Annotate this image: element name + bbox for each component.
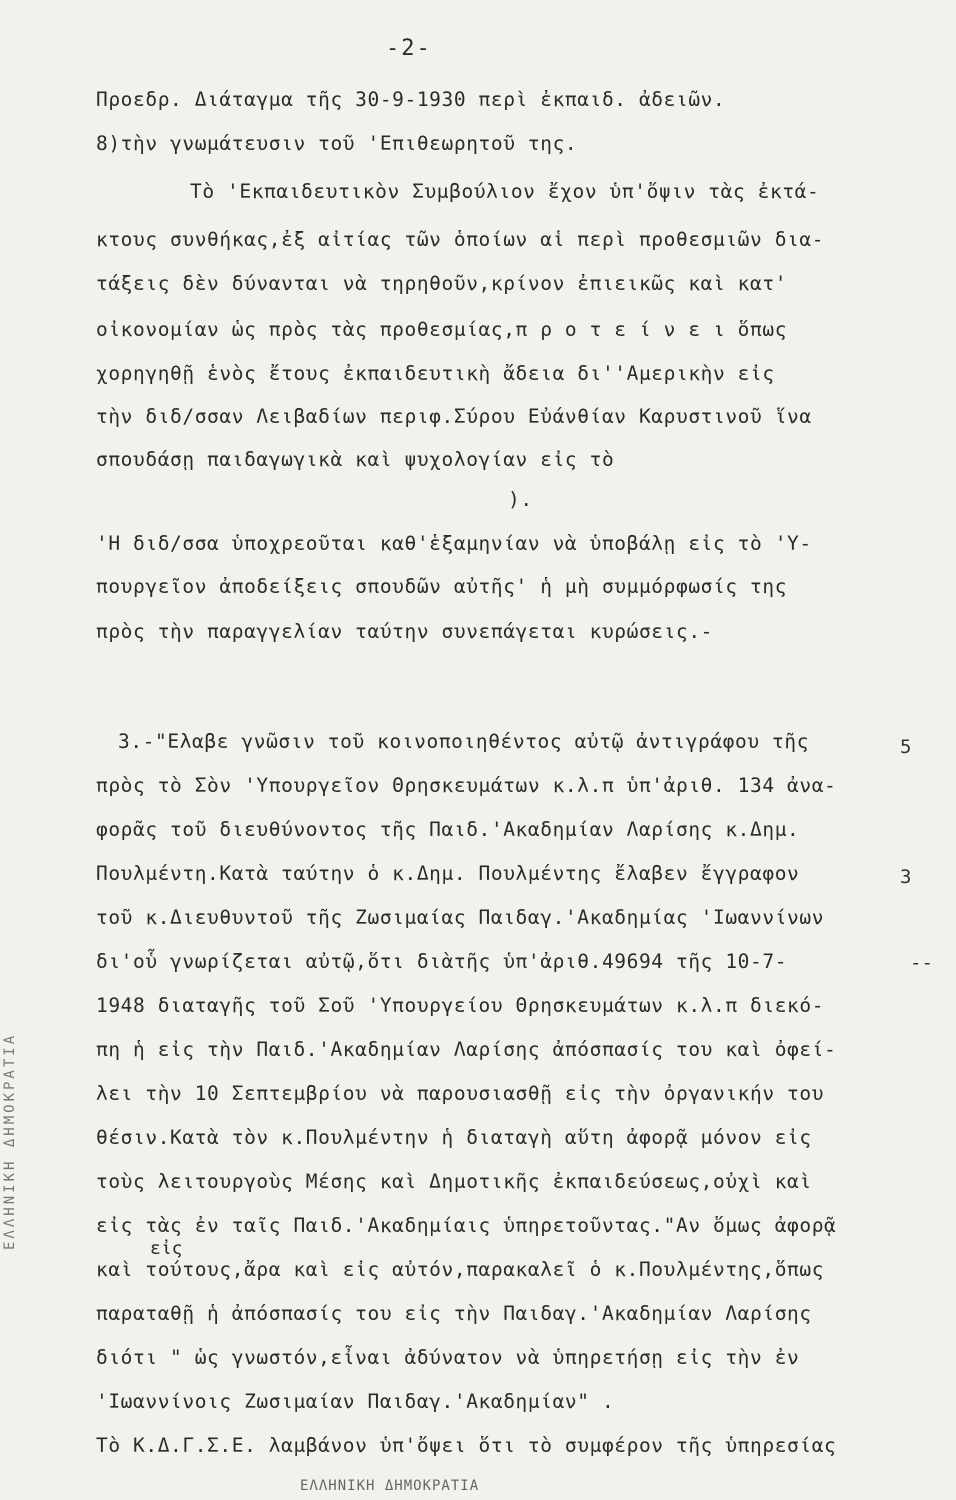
text-line-3: Τὸ 'Εκπαιδευτικὸν Συμβούλιον ἔχον ὑπ'ὄψιν τὰς ἐκτά- [190,180,820,203]
text-line-27: παραταθῇ ἡ ἀπόσπασίς του εἰς τὴν Παιδαγ.'Ακαδημίαν Λαρίσης [96,1302,812,1325]
handwritten-correction: εἰς [150,1238,183,1259]
footer-stamp: ΕΛΛΗΝΙΚΗ ΔΗΜΟΚΡΑΤΙΑ [300,1478,480,1494]
text-line-5: τάξεις δὲν δύνανται νὰ τηρηθοῦν,κρίνον ἐπιεικῶς καὶ κατ' [96,272,788,295]
text-line-13: πρὸς τὴν παραγγελίαν ταύτην συνεπάγεται κυρώσεις.- [96,620,713,643]
margin-note-dash: -- [910,952,933,974]
text-line-12: πουργεῖον ἀποδείξεις σπουδῶν αὐτῆς' ἡ μὴ συμμόρφωσίς της [96,575,788,598]
text-line-2: 8)τὴν γνωμάτευσιν τοῦ 'Επιθεωρητοῦ της. [96,132,578,155]
text-line-21: πη ἡ εἰς τὴν Παιδ.'Ακαδημίαν Λαρίσης ἀπόσπασίς του καὶ ὀφεί- [96,1038,837,1061]
text-line-9: σπουδάσῃ παιδαγωγικὰ καὶ ψυχολογίαν εἰς τὸ [96,448,615,471]
text-line-30: Τὸ Κ.Δ.Γ.Σ.Ε. λαμβάνον ὑπ'ὄψει ὅτι τὸ συμφέρον τῆς ὑπηρεσίας [96,1434,837,1457]
text-line-18: τοῦ κ.Διευθυντοῦ τῆς Ζωσιμαίας Παιδαγ.'Ακαδημίας 'Ιωαννίνων [96,906,825,929]
text-line-10: ). [508,488,533,511]
margin-note-5: 5 [900,736,912,758]
text-line-26: καὶ τούτους,ἄρα καὶ εἰς αὐτόν,παρακαλεῖ ὁ κ.Πουλμέντης,ὅπως [96,1258,825,1281]
text-line-15: πρὸς τὸ Σὸν 'Υπουργεῖον Θρησκευμάτων κ.λ.π ὑπ'ἀριθ. 134 ἀνα- [96,774,837,797]
text-line-29: 'Ιωαννίνοις Ζωσιμαίαν Παιδαγ.'Ακαδημίαν" . [96,1390,615,1413]
text-line-14: 3.-"Ελαβε γνῶσιν τοῦ κοινοποιηθέντος αὐτῷ ἀντιγράφου τῆς [118,730,810,753]
text-line-8: τὴν διδ/σσαν Λειβαδίων περιφ.Σύρου Εὐάνθίαν Καρυστινοῦ ἵνα [96,405,812,428]
text-line-7: χορηγηθῇ ἑνὸς ἔτους ἐκπαιδευτικὴ ἄδεια δι''Αμερικὴν εἰς [96,362,775,385]
text-line-22: λει τὴν 10 Σεπτεμβρίου νὰ παρουσιασθῇ εἰς τὴν ὀργανικήν του [96,1082,825,1105]
text-line-6: οἰκονομίαν ὡς πρὸς τὰς προθεσμίας,π ρ ο τ ε ί ν ε ι ὅπως [96,318,788,341]
text-line-28: διότι " ὡς γνωστόν,εἶναι ἀδύνατον νὰ ὑπηρετήσῃ εἰς τὴν ἐν [96,1346,800,1369]
text-line-17: Πουλμέντη.Κατὰ ταύτην ὁ κ.Δημ. Πουλμέντης ἔλαβεν ἔγγραφον [96,862,800,885]
text-line-23: θέσιν.Κατὰ τὸν κ.Πουλμέντην ἡ διαταγὴ αὕτη ἀφορᾷ μόνον εἰς [96,1126,812,1149]
text-line-4: κτους συνθήκας,ἐξ αἰτίας τῶν ὁποίων αἱ περὶ προθεσμιῶν δια- [96,228,825,251]
text-line-11: 'Η διδ/σσα ὑποχρεοῦται καθ'ἑξαμηνίαν νὰ ὑποβάλῃ εἰς τὸ 'Υ- [96,532,812,555]
edge-stamp: ΕΛΛΗΝΙΚΗ ΔΗΜΟΚΡΑΤΙΑ [2,1032,18,1250]
text-line-1: Προεδρ. Διάταγμα τῆς 30-9-1930 περὶ ἐκπαιδ. ἀδειῶν. [96,88,726,111]
text-line-25: εἰς τὰς ἐν ταῖς Παιδ.'Ακαδημίαις ὑπηρετοῦντας."Αν ὅμως ἀφορᾷ [96,1214,837,1237]
page-number: -2- [386,36,432,61]
text-line-16: φορᾶς τοῦ διευθύνοντος τῆς Παιδ.'Ακαδημίαν Λαρίσης κ.Δημ. [96,818,800,841]
text-line-19: δι'οὗ γνωρίζεται αὐτῷ,ὅτι διὰτῆς ὑπ'ἀριθ.49694 τῆς 10-7- [96,950,788,973]
margin-note-3: 3 [900,866,912,888]
text-line-20: 1948 διαταγῆς τοῦ Σοῦ 'Υπουργείου Θρησκευμάτων κ.λ.π διεκό- [96,994,825,1017]
text-line-24: τοὺς λειτουργοὺς Μέσης καὶ Δημοτικῆς ἐκπαιδεύσεως,οὐχὶ καὶ [96,1170,812,1193]
